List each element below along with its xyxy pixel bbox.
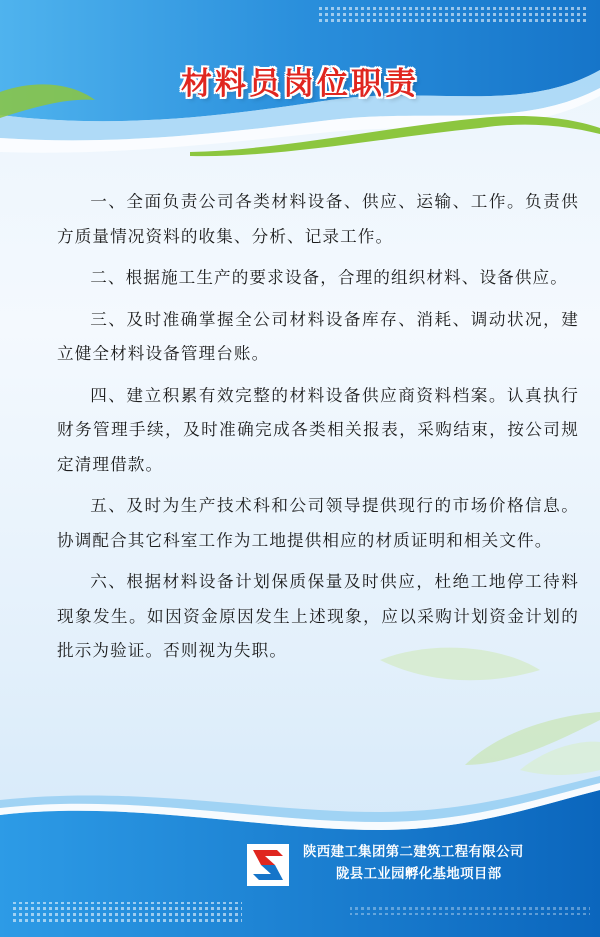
duty-item-4: 四、建立积累有效完整的材料设备供应商资料档案。认真执行财务管理手续，及时准确完成各类相关报表，采购结束，按公司规定清理借款。: [57, 385, 579, 474]
footer-company: [247, 842, 587, 890]
duty-item-6: 六、根据材料设备计划保质保量及时供应，杜绝工地停工待料现象发生。如因资金原因发生上述现象，应以采购计划资金计划的批示为验证。否则视为失职。: [57, 572, 579, 660]
project-department-name: 陇县工业园孵化基地项目部: [336, 867, 502, 882]
duty-item-3: 三、及时准确掌握全公司材料设备库存、消耗、调动状况，建立健全材料设备管理台账。: [57, 309, 579, 363]
duty-item-5: 五、及时为生产技术科和公司领导提供现行的市场价格信息。协调配合其它科室工作为工地提供相应的材质证明和相关文件。: [57, 496, 579, 550]
page-title: 材料员岗位职责: [181, 66, 419, 102]
company-logo-icon: [247, 844, 289, 886]
duty-item-2: 二、根据施工生产的要求设备，合理的组织材料、设备供应。: [90, 268, 568, 287]
company-name: 陕西建工集团第二建筑工程有限公司: [303, 845, 524, 860]
duty-item-1: 一、全面负责公司各类材料设备、供应、运输、工作。负责供方质量情况资料的收集、分析、记录工作。: [57, 192, 579, 246]
duties-list: [57, 185, 579, 676]
